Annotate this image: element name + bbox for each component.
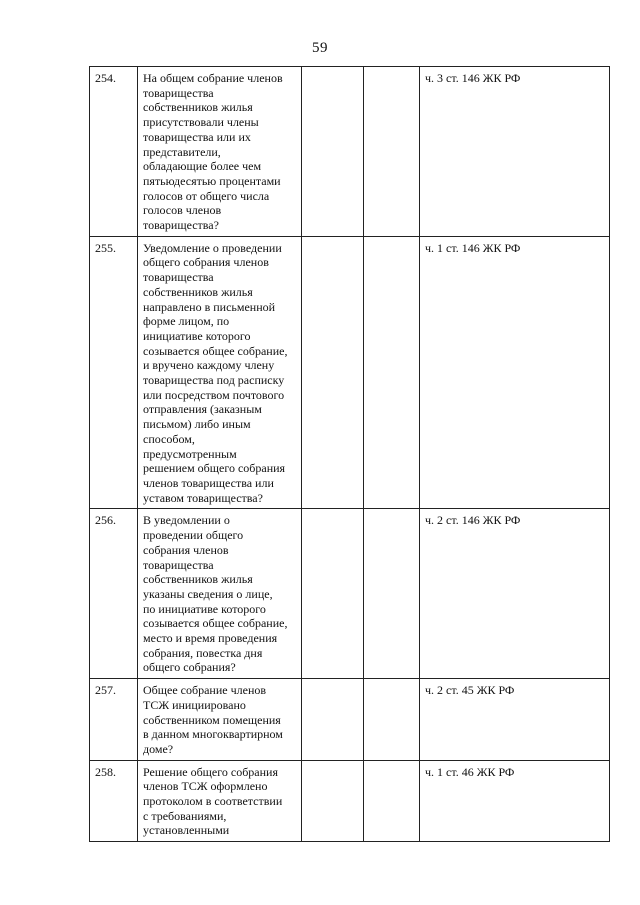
question-line: присутствовали члены xyxy=(143,115,259,130)
table-row xyxy=(90,236,610,509)
question-cell xyxy=(138,236,302,509)
question-line: товарищества xyxy=(143,85,214,100)
answer-cell-yes xyxy=(302,679,364,761)
checklist-table xyxy=(89,66,610,842)
question-line: Уведомление о проведении xyxy=(143,240,282,255)
question-line: общего собрания? xyxy=(143,660,236,675)
row-number: 254. xyxy=(90,67,138,237)
question-cell xyxy=(138,679,302,761)
row-number: 258. xyxy=(90,760,138,842)
question-line: созывается общее собрание, xyxy=(143,616,288,631)
question-line: собрания членов xyxy=(143,542,229,557)
question-line: доме? xyxy=(143,741,174,756)
question-line: членов ТСЖ оформлено xyxy=(143,779,268,794)
question-line: указаны сведения о лице, xyxy=(143,586,273,601)
question-line: товарищества или их xyxy=(143,129,251,144)
question-line: представители, xyxy=(143,144,221,159)
table-row xyxy=(90,679,610,761)
question-line: Общее собрание членов xyxy=(143,683,267,698)
table-body xyxy=(90,67,610,842)
question-line: собственников жилья xyxy=(143,100,253,115)
answer-cell-no xyxy=(364,760,420,842)
question-line: обладающие более чем xyxy=(143,159,262,174)
question-line: в данном многоквартирном xyxy=(143,727,283,742)
question-line: отправления (заказным xyxy=(143,402,262,417)
question-line: общего собрания членов xyxy=(143,255,269,270)
question-line: собственником помещения xyxy=(143,712,281,727)
question-line: собственников жилья xyxy=(143,572,253,587)
question-line: пятьюдесятью процентами xyxy=(143,173,281,188)
question-line: товарищества под расписку xyxy=(143,373,285,388)
question-line: голосов от общего числа xyxy=(143,188,270,203)
question-line: голосов членов xyxy=(143,203,222,218)
answer-cell-yes xyxy=(302,509,364,679)
answer-cell-no xyxy=(364,67,420,237)
question-line: товарищества? xyxy=(143,218,219,233)
question-cell xyxy=(138,760,302,842)
answer-cell-no xyxy=(364,509,420,679)
legal-reference: ч. 1 ст. 146 ЖК РФ xyxy=(420,236,610,509)
legal-reference: ч. 1 ст. 46 ЖК РФ xyxy=(420,760,610,842)
table-row xyxy=(90,760,610,842)
question-line: или посредством почтового xyxy=(143,387,285,402)
answer-cell-yes xyxy=(302,236,364,509)
question-line: с требованиями, xyxy=(143,808,227,823)
question-line: место и время проведения xyxy=(143,631,278,646)
question-line: способом, xyxy=(143,431,195,446)
question-cell xyxy=(138,67,302,237)
answer-cell-yes xyxy=(302,760,364,842)
question-line: установленными xyxy=(143,823,230,838)
legal-reference: ч. 2 ст. 146 ЖК РФ xyxy=(420,509,610,679)
row-number: 256. xyxy=(90,509,138,679)
question-line: решением общего собрания xyxy=(143,461,286,476)
question-line: проведении общего xyxy=(143,528,244,543)
question-line: В уведомлении о xyxy=(143,513,230,528)
question-line: собрания, повестка дня xyxy=(143,645,263,660)
question-line: протоколом в соответствии xyxy=(143,794,283,809)
legal-reference: ч. 2 ст. 45 ЖК РФ xyxy=(420,679,610,761)
answer-cell-no xyxy=(364,236,420,509)
question-line: уставом товарищества? xyxy=(143,490,263,505)
answer-cell-no xyxy=(364,679,420,761)
question-line: форме лицом, по xyxy=(143,314,230,329)
question-line: членов товарищества или xyxy=(143,475,274,490)
question-line: инициативе которого xyxy=(143,328,251,343)
question-line: направлено в письменной xyxy=(143,299,276,314)
question-line: предусмотренным xyxy=(143,446,237,461)
question-line: письмом) либо иным xyxy=(143,417,251,432)
question-line: товарищества xyxy=(143,270,214,285)
question-line: созывается общее собрание, xyxy=(143,343,288,358)
page-number: 59 xyxy=(312,40,328,56)
question-line: товарищества xyxy=(143,557,214,572)
row-number: 257. xyxy=(90,679,138,761)
question-line: На общем собрание членов xyxy=(143,71,283,85)
question-line: собственников жилья xyxy=(143,284,253,299)
question-line: и вручено каждому члену xyxy=(143,358,275,373)
question-line: Решение общего собрания xyxy=(143,764,278,779)
question-line: по инициативе которого xyxy=(143,601,266,616)
legal-reference: ч. 3 ст. 146 ЖК РФ xyxy=(420,67,610,237)
answer-cell-yes xyxy=(302,67,364,237)
question-line: ТСЖ инициировано xyxy=(143,697,246,712)
question-cell xyxy=(138,509,302,679)
row-number: 255. xyxy=(90,236,138,509)
table-row xyxy=(90,509,610,679)
table-row xyxy=(90,67,610,237)
